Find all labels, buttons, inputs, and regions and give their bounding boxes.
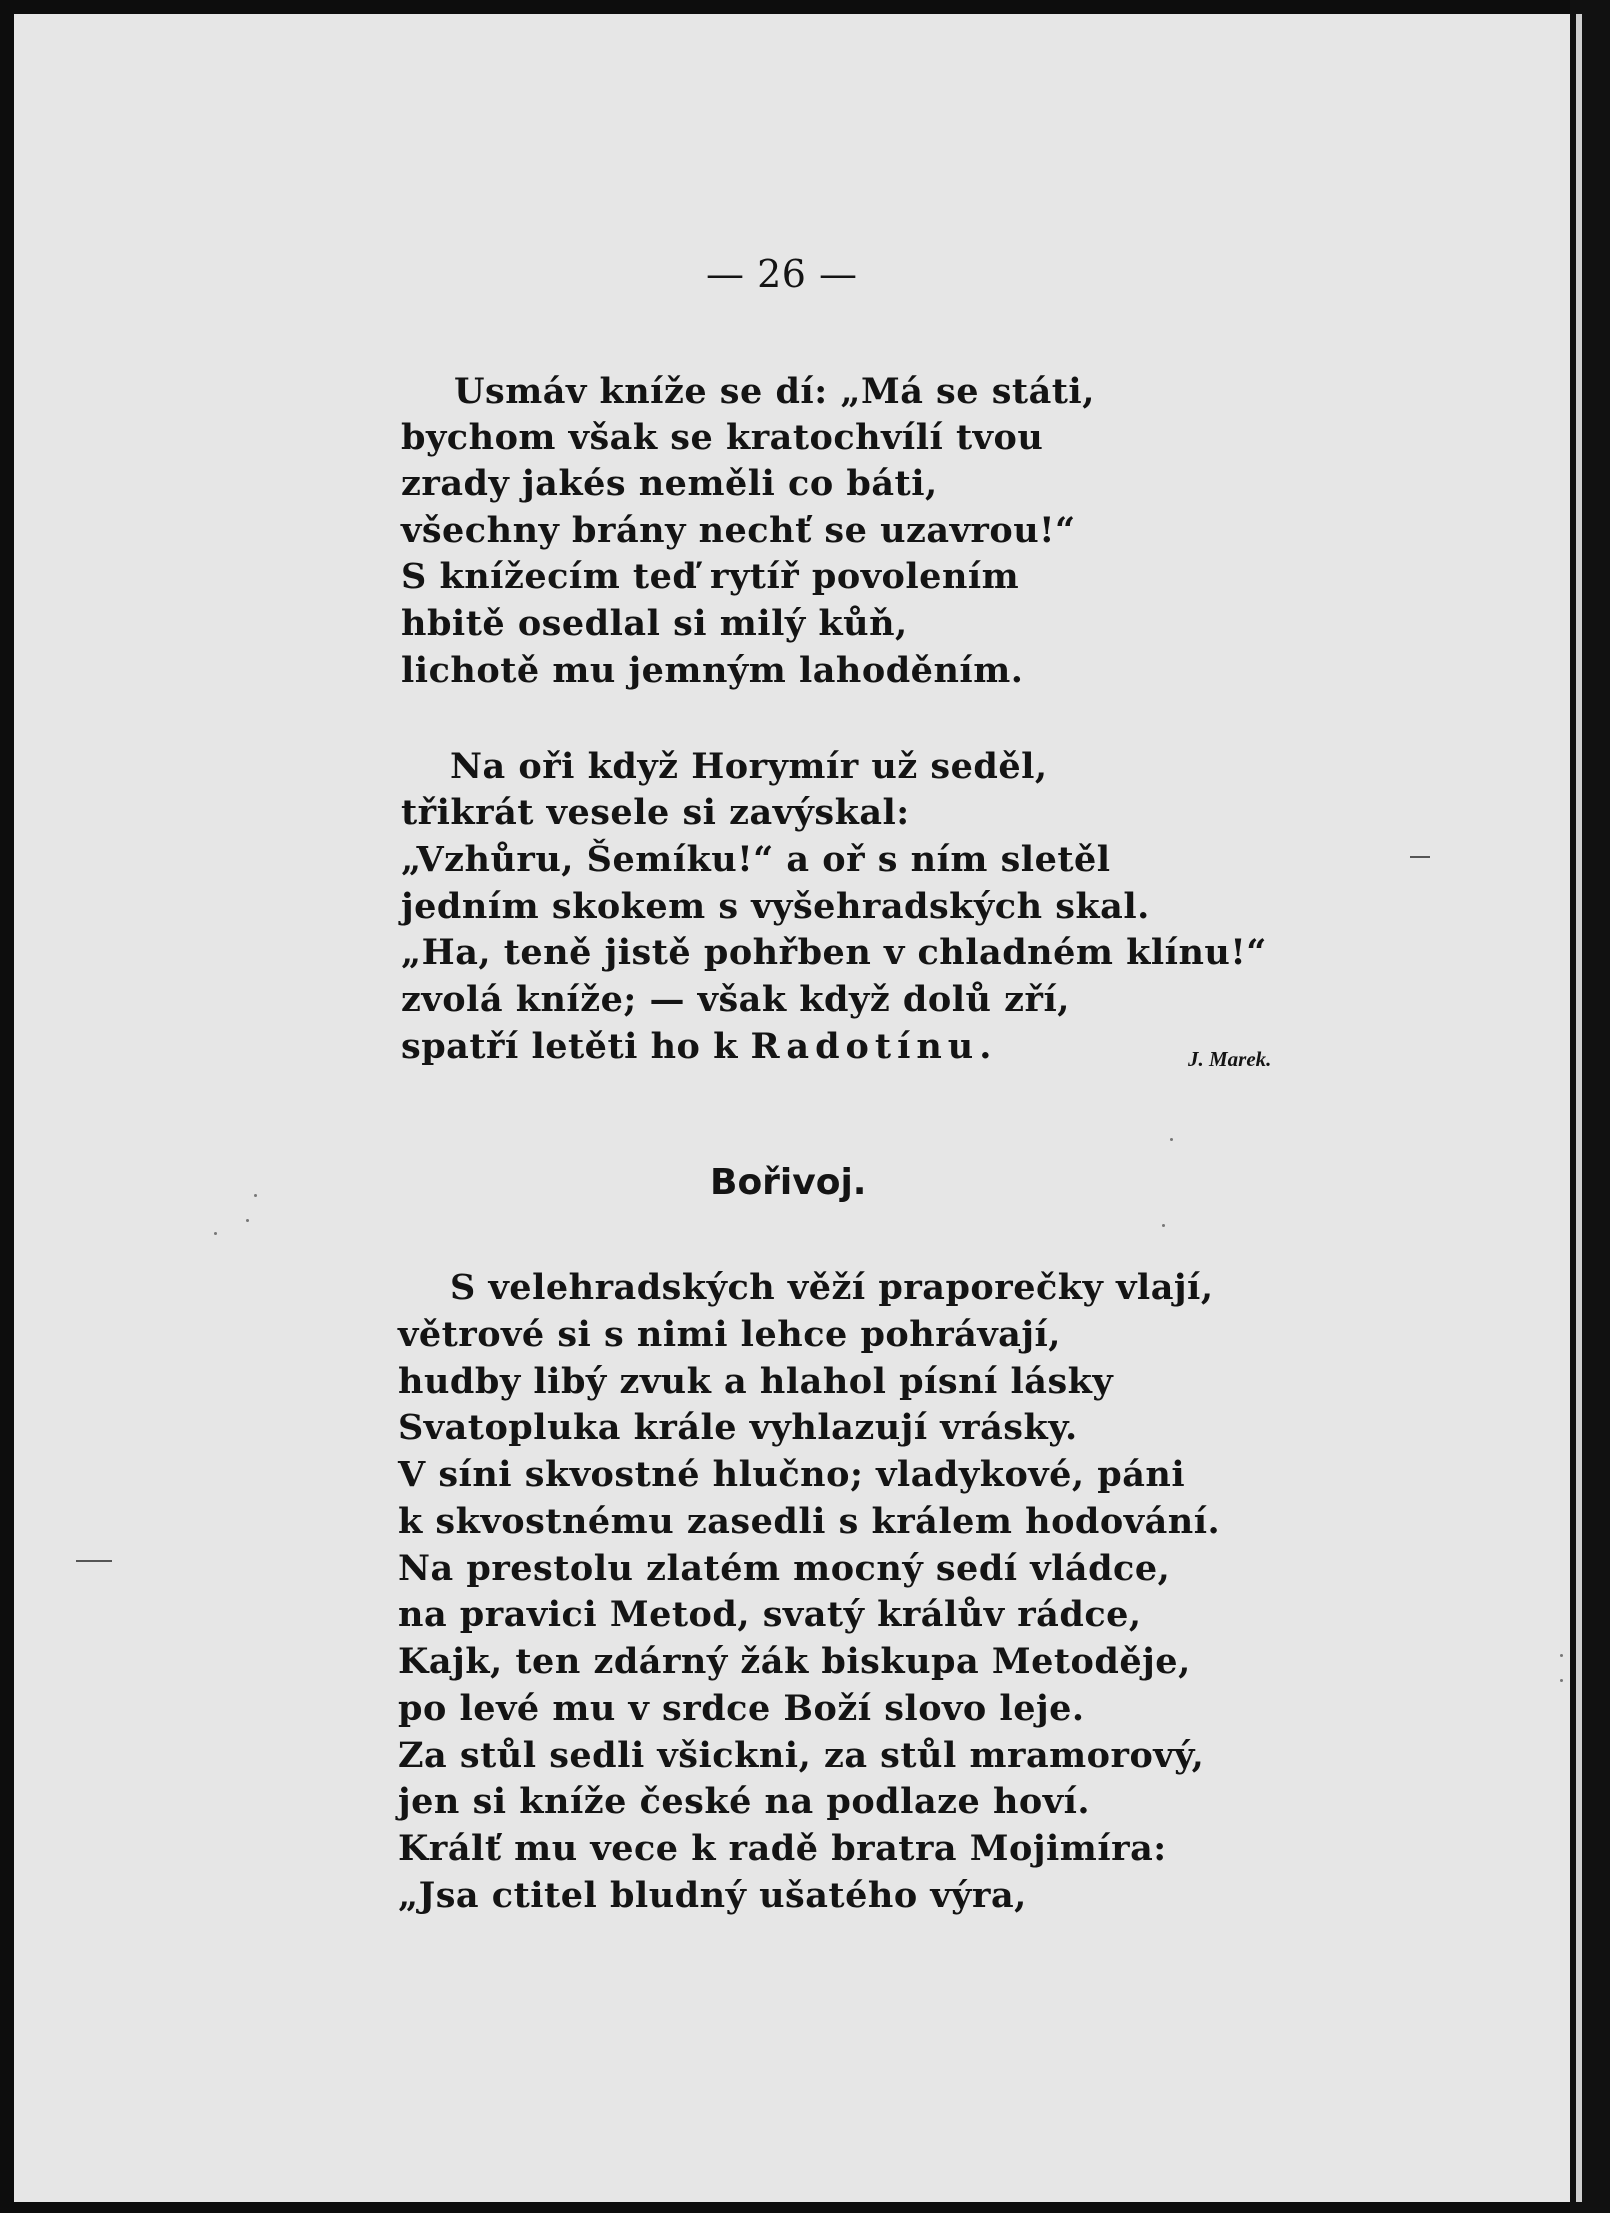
scan-speck bbox=[1162, 1224, 1165, 1227]
poem-line: „Vzhůru, Šemíku!“ a oř s ním sletěl bbox=[401, 839, 1111, 880]
scan-speck bbox=[246, 1219, 249, 1222]
poem-line: Králť mu vece k radě bratra Mojimíra: bbox=[398, 1828, 1167, 1869]
poem-line: hbitě osedlal si milý kůň, bbox=[401, 603, 908, 644]
poem-line: Za stůl sedli všickni, za stůl mramorový, bbox=[398, 1735, 1205, 1776]
poem-line: „Ha, teně jistě pohřben v chladném klínu!“ bbox=[401, 932, 1267, 973]
scan-speck bbox=[1170, 1138, 1173, 1141]
poem-line: hudby libý zvuk a hlahol písní lásky bbox=[398, 1361, 1114, 1402]
poem-line: Na oři když Horymír už seděl, bbox=[450, 746, 1048, 787]
poem-line: Svatopluka krále vyhlazují vrásky. bbox=[398, 1407, 1078, 1448]
poem-line: jedním skokem s vyšehradských skal. bbox=[401, 886, 1150, 927]
poem-line-spaced-word: Radotínu bbox=[750, 1026, 980, 1067]
poem-line: Na prestolu zlatém mocný sedí vládce, bbox=[398, 1548, 1171, 1589]
poem-line: všechny brány nechť se uzavrou!“ bbox=[401, 510, 1076, 551]
poem-line: „Jsa ctitel bludný ušatého výra, bbox=[398, 1875, 1027, 1916]
poem-line: zrady jakés neměli co báti, bbox=[401, 463, 938, 504]
scan-mark bbox=[1410, 856, 1430, 858]
scan-speck bbox=[254, 1194, 257, 1197]
poem-line: po levé mu v srdce Boží slovo leje. bbox=[398, 1688, 1085, 1729]
poem-title: Bořivoj. bbox=[710, 1162, 867, 1203]
poem-line: V síni skvostné hlučno; vladykové, páni bbox=[398, 1454, 1186, 1495]
poem-line: na pravici Metod, svatý králův rádce, bbox=[398, 1594, 1142, 1635]
poem-line: S knížecím teď rytíř povolením bbox=[401, 556, 1020, 597]
poem-line: jen si kníže české na podlaze hoví. bbox=[398, 1781, 1091, 1822]
poem-line: zvolá kníže; — však když dolů zří, bbox=[401, 979, 1070, 1020]
scan-border-highlight bbox=[1576, 14, 1582, 2202]
page-number: — 26 — bbox=[706, 252, 858, 296]
poem-line-prefix: spatří letěti ho k bbox=[401, 1026, 751, 1067]
scan-speck bbox=[1560, 1654, 1563, 1657]
poem-line: třikrát vesele si zavýskal: bbox=[401, 792, 910, 833]
scan-mark bbox=[76, 1560, 112, 1562]
poem-line: S velehradských věží praporečky vlají, bbox=[450, 1267, 1214, 1308]
poem-line: Usmáv kníže se dí: „Má se státi, bbox=[454, 371, 1095, 412]
poem-line: větrové si s nimi lehce pohrávají, bbox=[398, 1314, 1061, 1355]
poem-line bbox=[401, 1026, 992, 1067]
poem-line: Kajk, ten zdárný žák biskupa Metoděje, bbox=[398, 1641, 1191, 1682]
book-page bbox=[14, 14, 1570, 2202]
scan-speck bbox=[214, 1232, 217, 1235]
scan-speck bbox=[1560, 1679, 1563, 1682]
poem-line: bychom však se kratochvílí tvou bbox=[401, 417, 1044, 458]
poem-line: lichotě mu jemným lahoděním. bbox=[401, 650, 1024, 691]
poem-line: k skvostnému zasedli s králem hodování. bbox=[398, 1501, 1221, 1542]
poem-line-suffix: . bbox=[979, 1026, 992, 1067]
author-signature: J. Marek. bbox=[1188, 1047, 1272, 1071]
